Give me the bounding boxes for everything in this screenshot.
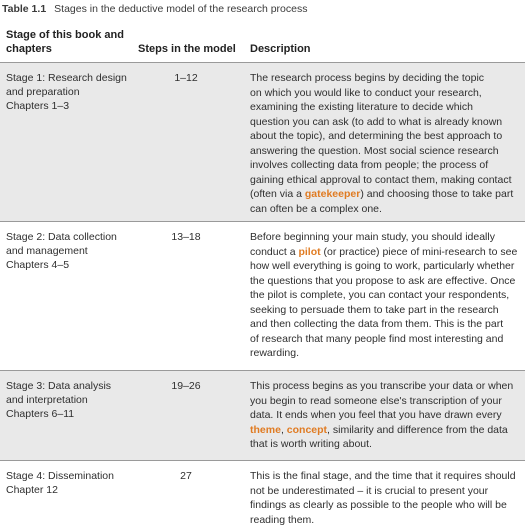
description-line bbox=[250, 129, 522, 144]
description-line bbox=[250, 332, 522, 347]
table-number: Table 1.1 bbox=[2, 3, 46, 15]
keyword-term: concept bbox=[287, 424, 327, 436]
description-text: This process begins as you transcribe your data or when bbox=[250, 380, 513, 392]
description-text: question you can ask (to add to what is already known bbox=[250, 116, 502, 128]
description-text: (often via a bbox=[250, 188, 305, 200]
table-caption bbox=[2, 3, 307, 15]
stage-line: Stage 2: Data collection bbox=[6, 230, 134, 244]
keyword-term: theme bbox=[250, 424, 281, 436]
table-header bbox=[0, 28, 525, 62]
description-text: can often be a complex one. bbox=[250, 203, 382, 215]
description-line bbox=[250, 245, 522, 260]
description-line bbox=[250, 423, 522, 438]
description-text: of research that many people find most interesting and bbox=[250, 333, 503, 345]
description-text: about the topic), and determining the best approach to bbox=[250, 130, 502, 142]
description-line bbox=[250, 187, 522, 202]
table-row bbox=[0, 63, 525, 221]
description-text: you begin to read someone else's transcription of your bbox=[250, 395, 502, 407]
stage-line: and interpretation bbox=[6, 393, 134, 407]
stage-line: Chapters 6–11 bbox=[6, 407, 134, 421]
description-line bbox=[250, 259, 522, 274]
stage-line: Chapters 4–5 bbox=[6, 258, 134, 272]
description-line bbox=[250, 394, 522, 409]
description-line bbox=[250, 498, 522, 513]
stage-cell bbox=[6, 469, 134, 497]
description-line bbox=[250, 288, 522, 303]
stage-line: Stage 3: Data analysis bbox=[6, 379, 134, 393]
description-text: findings as clearly as possible to the people who will be bbox=[250, 499, 507, 511]
keyword-term: gatekeeper bbox=[305, 188, 360, 200]
description-cell bbox=[250, 469, 522, 527]
table-row bbox=[0, 461, 525, 526]
description-text: , bbox=[281, 424, 287, 436]
description-text: Before beginning your main study, you should ideally bbox=[250, 231, 495, 243]
description-line bbox=[250, 230, 522, 245]
description-line bbox=[250, 115, 522, 130]
stage-line: Stage 4: Dissemination bbox=[6, 469, 134, 483]
stage-cell bbox=[6, 230, 134, 272]
description-line bbox=[250, 144, 522, 159]
description-text: that is worth writing about. bbox=[250, 438, 372, 450]
description-text: and then collecting the data from them. This is the part bbox=[250, 318, 503, 330]
description-line bbox=[250, 86, 522, 101]
description-text: conduct a bbox=[250, 246, 298, 258]
description-line bbox=[250, 274, 522, 289]
description-text: This is the final stage, and the time that it requires should bbox=[250, 470, 516, 482]
description-line bbox=[250, 202, 522, 217]
description-line bbox=[250, 173, 522, 188]
description-text: reading them. bbox=[250, 514, 314, 526]
keyword-term: pilot bbox=[298, 246, 320, 258]
steps-cell: 13–18 bbox=[138, 230, 234, 244]
description-line bbox=[250, 71, 522, 86]
description-text: the questions that you propose to ask are effective. Once bbox=[250, 275, 515, 287]
description-text: answering the question. Most social science research bbox=[250, 145, 499, 157]
description-line bbox=[250, 100, 522, 115]
stage-line: Chapters 1–3 bbox=[6, 99, 134, 113]
table-row bbox=[0, 222, 525, 370]
description-text: data. It ends when you feel that you have drawn every bbox=[250, 409, 502, 421]
description-line bbox=[250, 379, 522, 394]
table-title: Stages in the deductive model of the research process bbox=[54, 3, 307, 15]
description-line bbox=[250, 346, 522, 361]
stage-line: and preparation bbox=[6, 85, 134, 99]
header-description: Description bbox=[250, 42, 311, 56]
description-text: , similarity and difference from the data bbox=[327, 424, 508, 436]
header-stage: Stage of this book and chapters bbox=[6, 28, 146, 56]
stage-line: and management bbox=[6, 244, 134, 258]
steps-cell: 1–12 bbox=[138, 71, 234, 85]
description-text: The research process begins by deciding the topic bbox=[250, 72, 484, 84]
description-text: the pilot is complete, you can contact your respondents, bbox=[250, 289, 509, 301]
description-line bbox=[250, 158, 522, 173]
description-line bbox=[250, 408, 522, 423]
description-text: (or practice) piece of mini-research to see bbox=[321, 246, 518, 258]
description-text: seeking to persuade them to take part in the research bbox=[250, 304, 499, 316]
stage-cell bbox=[6, 71, 134, 113]
steps-cell: 19–26 bbox=[138, 379, 234, 393]
description-text: gaining ethical approval to contact them, making contact bbox=[250, 174, 512, 186]
description-text: how well everything is going to work, particularly whether bbox=[250, 260, 514, 272]
description-line bbox=[250, 303, 522, 318]
description-line bbox=[250, 317, 522, 332]
description-line bbox=[250, 484, 522, 499]
description-cell bbox=[250, 71, 522, 216]
description-cell bbox=[250, 379, 522, 452]
steps-cell: 27 bbox=[138, 469, 234, 483]
header-steps: Steps in the model bbox=[138, 42, 236, 56]
description-text: examining the existing literature to decide which bbox=[250, 101, 473, 113]
stage-cell bbox=[6, 379, 134, 421]
description-text: involves collecting data from people; the process of bbox=[250, 159, 488, 171]
description-text: on which you would like to conduct your research, bbox=[250, 87, 482, 99]
description-text: ) and choosing those to take part bbox=[360, 188, 513, 200]
description-line bbox=[250, 469, 522, 484]
description-text: rewarding. bbox=[250, 347, 299, 359]
description-line bbox=[250, 513, 522, 527]
description-cell bbox=[250, 230, 522, 361]
stage-line: Chapter 12 bbox=[6, 483, 134, 497]
description-line bbox=[250, 437, 522, 452]
description-text: not be underestimated – it is crucial to present your bbox=[250, 485, 488, 497]
table-row bbox=[0, 371, 525, 460]
stage-line: Stage 1: Research design bbox=[6, 71, 134, 85]
